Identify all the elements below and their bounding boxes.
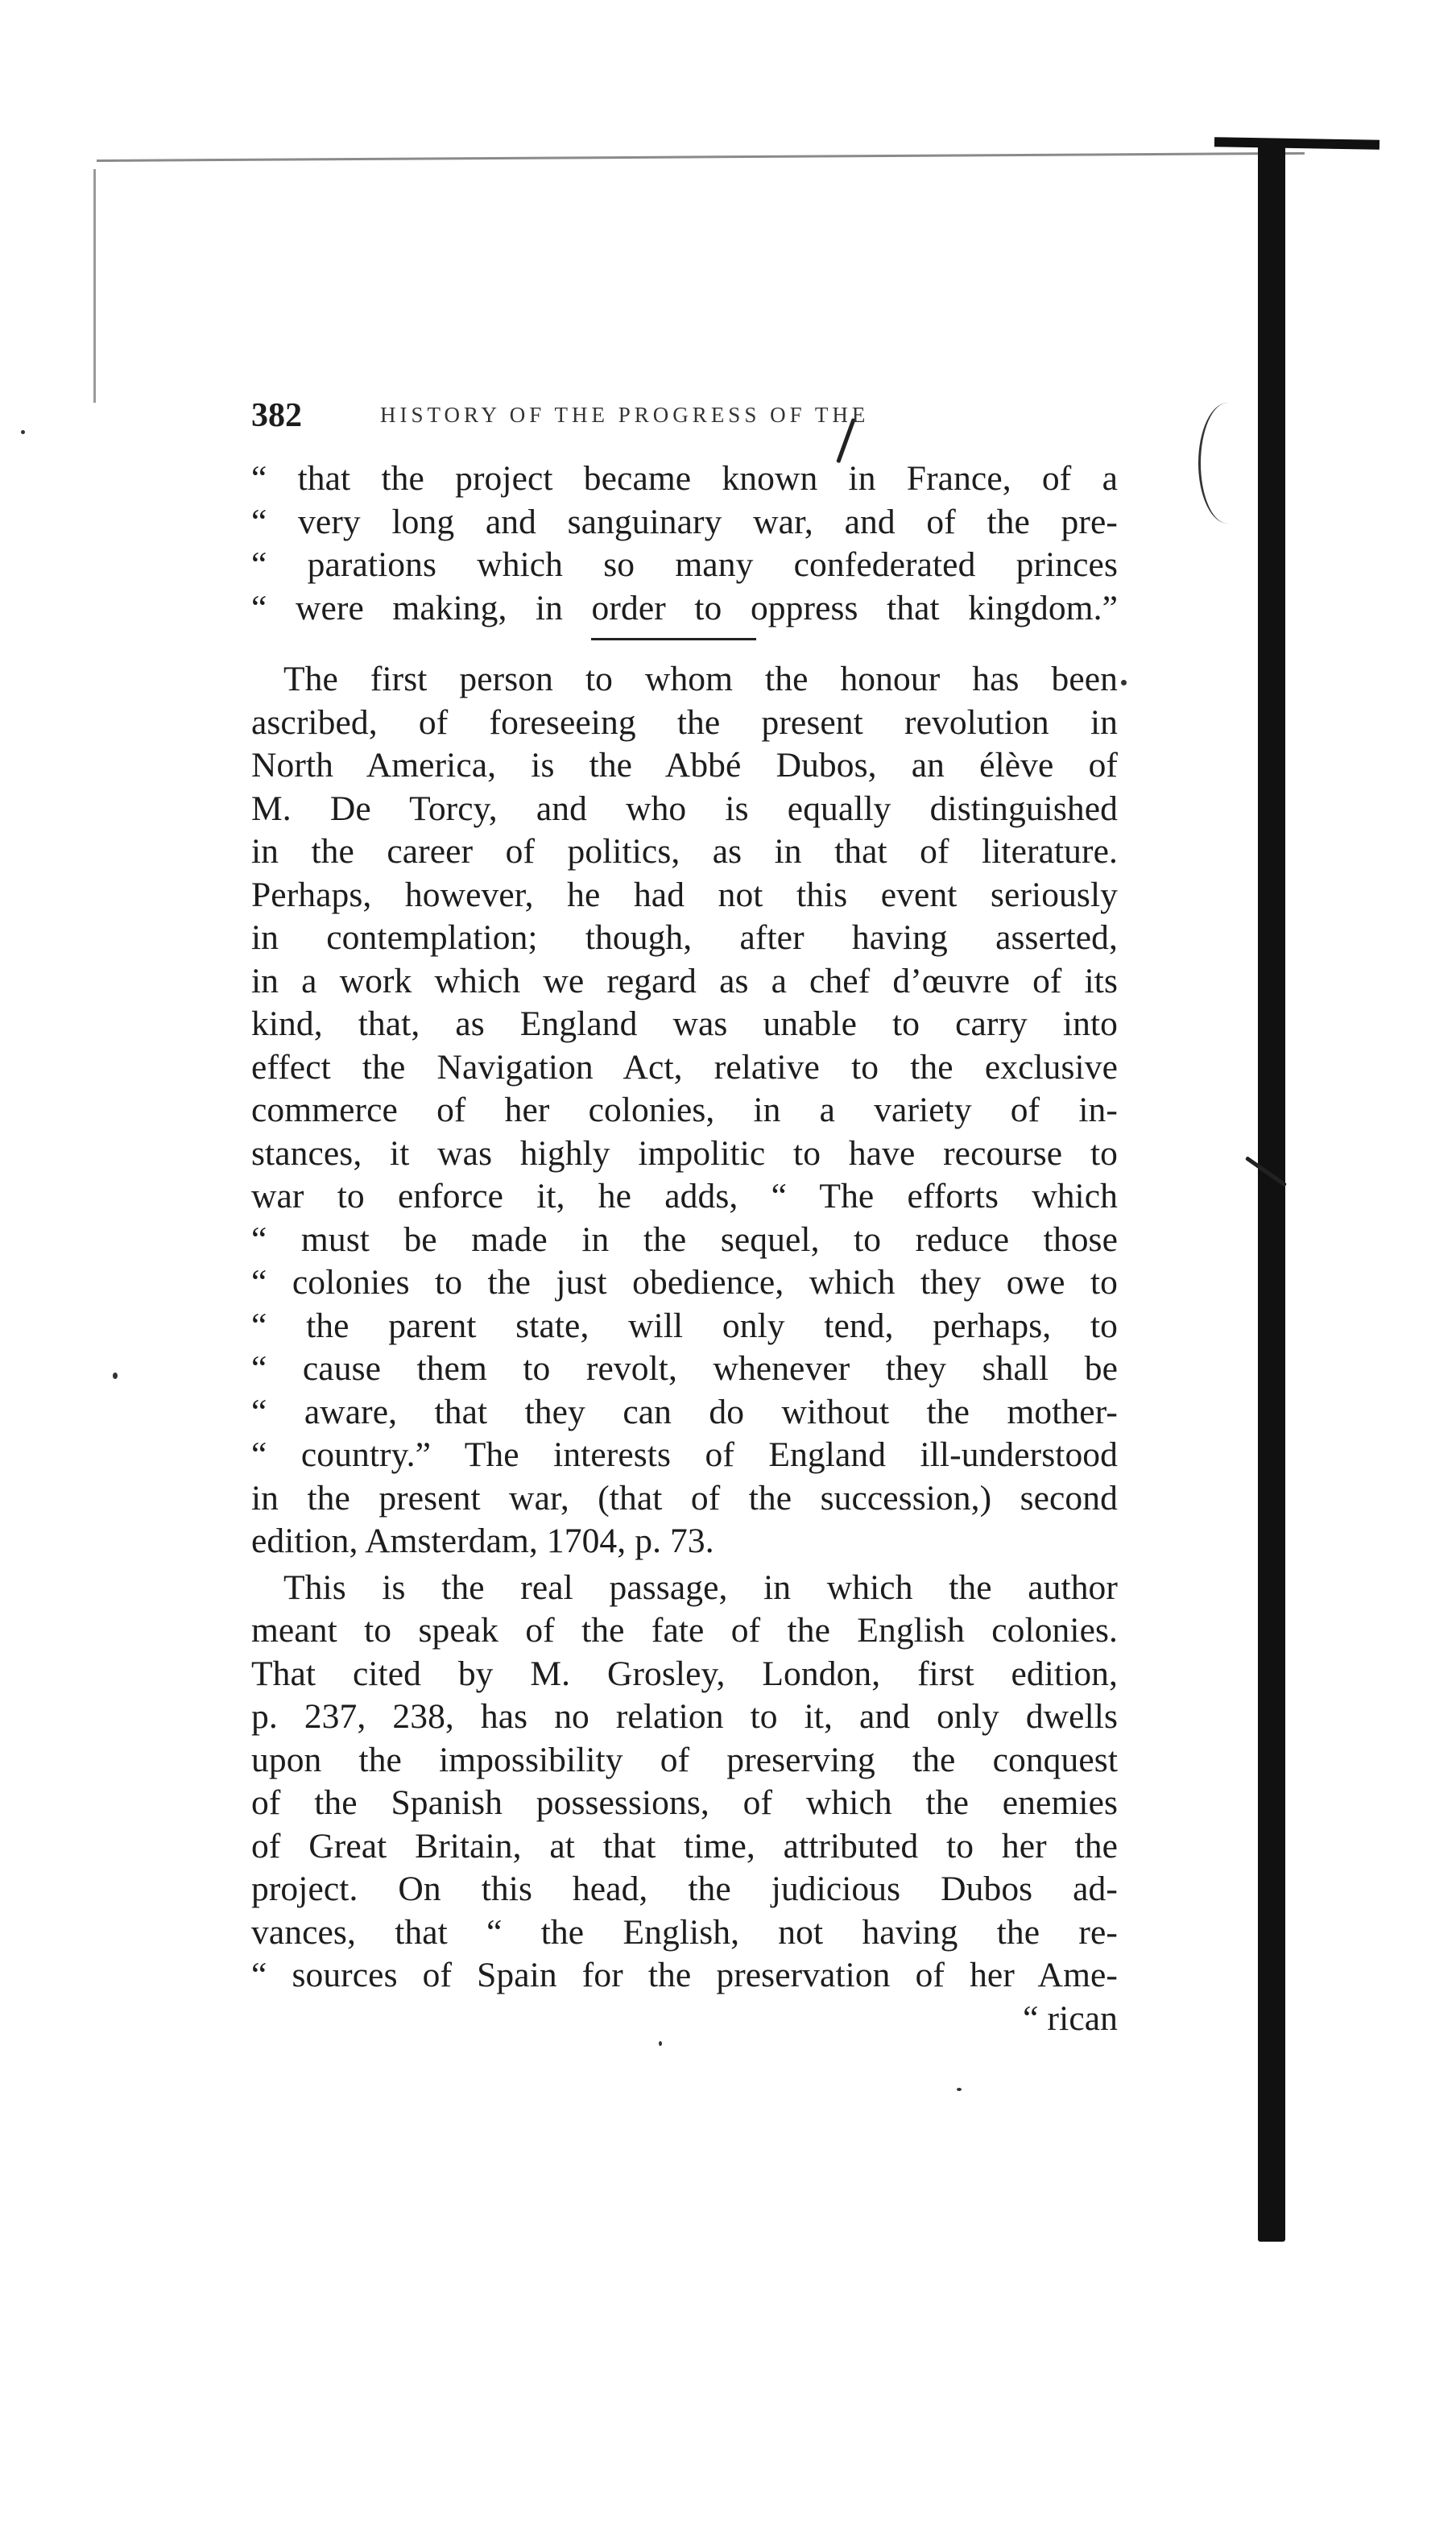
text-line: “ cause them to revolt, whenever they shall be — [251, 1349, 1118, 1388]
text-line: of Great Britain, at that time, attributed to her the — [251, 1826, 1118, 1866]
text-line: edition, Amsterdam, 1704, p. 73. — [251, 1522, 714, 1560]
text-line: Perhaps, however, he had not this event seriously — [251, 875, 1118, 914]
text-line: M. De Torcy, and who is equally distinguished — [251, 789, 1118, 828]
text-line: “ colonies to the just obedience, which they owe to — [251, 1263, 1118, 1302]
text-line: in the career of politics, as in that of literature. — [251, 832, 1118, 871]
text-line: “ the parent state, will only tend, perhaps, to — [251, 1306, 1118, 1345]
paragraph-2 — [251, 1567, 1118, 2041]
quote-line: “ were making, in order to oppress that kingdom.” — [251, 588, 1118, 627]
quote-line: “ that the project became known in France, of a — [251, 459, 1118, 498]
book-page — [251, 396, 1118, 2040]
text-line: North America, is the Abbé Dubos, an élève of — [251, 746, 1118, 785]
scan-speck — [659, 2041, 662, 2046]
running-head — [251, 396, 1118, 443]
catchword: “ rican — [1023, 1998, 1118, 2038]
scan-binding-bar — [1258, 143, 1285, 2242]
text-line: “ must be made in the sequel, to reduce those — [251, 1220, 1118, 1259]
scan-top-edge — [97, 152, 1305, 162]
text-line: commerce of her colonies, in a variety of in- — [251, 1091, 1118, 1129]
section-separator — [591, 638, 756, 640]
text-line: stances, it was highly impolitic to have recourse to — [251, 1133, 1118, 1173]
text-line: in contemplation; though, after having asserted, — [251, 918, 1118, 957]
text-line: in a work which we regard as a chef d’œuvre of its — [251, 961, 1118, 1000]
text-line: kind, that, as England was unable to carry into — [251, 1004, 1118, 1043]
text-line: effect the Navigation Act, relative to the exclusive — [251, 1047, 1118, 1087]
text-line: of the Spanish possessions, of which the enemies — [251, 1783, 1118, 1822]
page-number: 382 — [251, 397, 302, 434]
text-line: in the present war, (that of the succession,) second — [251, 1478, 1118, 1518]
text-line: That cited by M. Grosley, London, first edition, — [251, 1654, 1118, 1693]
text-line: vances, that “ the English, not having the re- — [251, 1912, 1118, 1952]
text-line: “ sources of Spain for the preservation of her Ame- — [251, 1956, 1118, 1994]
quote-line: “ parations which so many confederated princes — [251, 545, 1118, 584]
scan-speck — [21, 430, 25, 434]
text-line: project. On this head, the judicious Dubos ad- — [251, 1870, 1118, 1908]
text-line: “ country.” The interests of England ill-understood — [251, 1435, 1118, 1474]
scan-speck — [1121, 680, 1127, 685]
margin-curve-mark — [1198, 403, 1257, 524]
scan-speck — [113, 1373, 118, 1379]
scan-speck — [957, 2088, 962, 2091]
running-title: HISTORY OF THE PROGRESS OF THE — [380, 403, 870, 427]
quote-line: “ very long and sanguinary war, and of the pre- — [251, 502, 1118, 541]
text-line: This is the real passage, in which the author — [283, 1567, 1118, 1607]
text-line: war to enforce it, he adds, “ The efforts which — [251, 1177, 1118, 1215]
scan-left-edge — [93, 169, 96, 403]
paragraph-1 — [251, 658, 1118, 1563]
text-line: meant to speak of the fate of the English colonies. — [251, 1611, 1118, 1650]
text-line: upon the impossibility of preserving the conquest — [251, 1740, 1118, 1779]
text-line: “ aware, that they can do without the mother- — [251, 1392, 1118, 1431]
scan-binding-cap — [1214, 137, 1379, 150]
text-line: The first person to whom the honour has been — [283, 660, 1118, 698]
quotation-block — [251, 458, 1118, 630]
text-line: ascribed, of foreseeing the present revolution in — [251, 702, 1118, 742]
text-line: p. 237, 238, has no relation to it, and only dwells — [251, 1697, 1118, 1736]
